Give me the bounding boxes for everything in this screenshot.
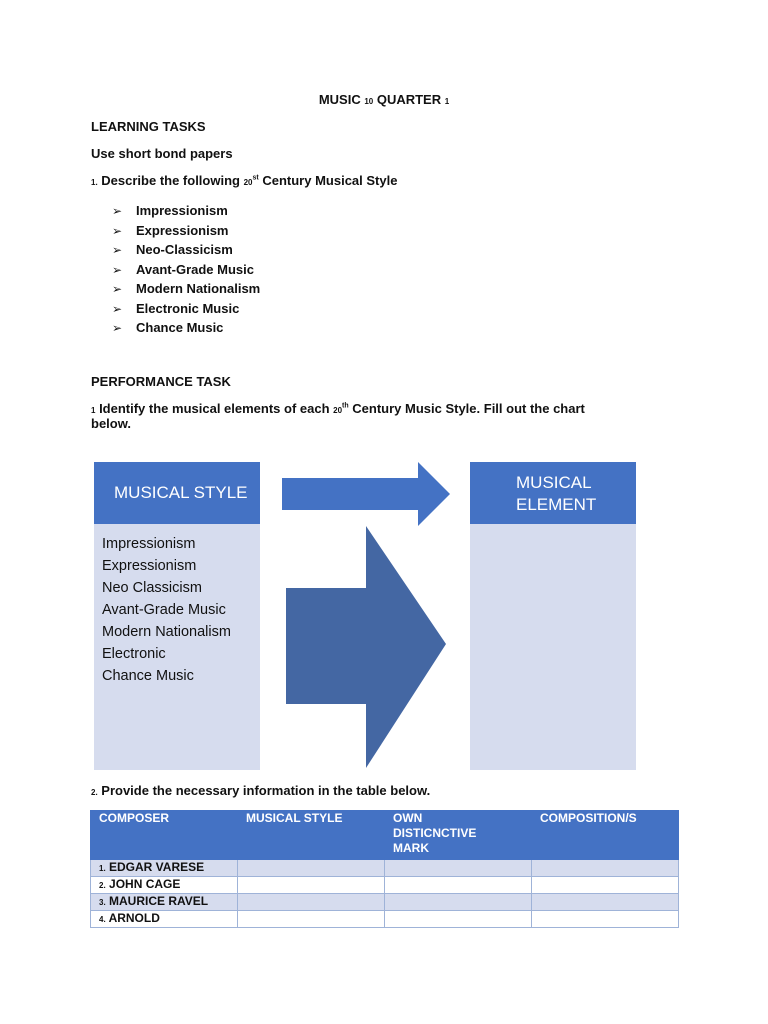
list-item-label: Expressionism: [136, 222, 229, 238]
list-item: [112, 318, 260, 338]
empty-cell[interactable]: [385, 877, 532, 894]
list-item-label: Neo-Classicism: [136, 242, 233, 257]
empty-cell[interactable]: [238, 860, 385, 877]
musical-element-body: [470, 524, 636, 770]
big-arrow-icon: [286, 526, 446, 768]
composer-cell: [91, 877, 238, 894]
title-quarter: QUARTER: [373, 92, 445, 107]
title-text: MUSIC: [318, 92, 365, 107]
list-item-label: Electronic Music: [136, 300, 240, 316]
composer-name: MAURICE RAVEL: [109, 894, 209, 908]
list-item: Chance Music: [102, 668, 194, 684]
task-text-line2: below.: [91, 416, 131, 431]
performance-task-heading: PERFORMANCE TASK: [91, 374, 231, 389]
table-header-row: [91, 811, 679, 860]
list-item-label: Modern Nationalism: [136, 281, 261, 296]
list-item: [112, 221, 260, 241]
task-number: 2.: [91, 788, 98, 797]
composer-cell: [91, 860, 238, 877]
empty-cell[interactable]: [238, 894, 385, 911]
list-item-label: Impressionism: [136, 203, 228, 218]
arrow-bullet-icon: ➢: [112, 282, 123, 296]
empty-cell[interactable]: [238, 877, 385, 894]
row-number: 1.: [99, 864, 106, 873]
empty-cell[interactable]: [385, 911, 532, 928]
task-text: Identify the musical elements of each: [95, 401, 334, 416]
task-number: 1.: [91, 178, 98, 187]
diagram-arrows: [280, 460, 452, 772]
task-number: 1: [91, 406, 96, 415]
small-arrow-icon: [282, 462, 450, 526]
empty-cell[interactable]: [532, 894, 679, 911]
table-row: [91, 877, 679, 894]
col-composer: COMPOSER: [91, 811, 238, 860]
col-own-mark: OWN DISTICNCTIVE MARK: [385, 811, 532, 860]
composer-cell: [91, 911, 238, 928]
list-item: [112, 240, 260, 260]
empty-cell[interactable]: [532, 860, 679, 877]
composer-cell: [91, 894, 238, 911]
list-item: Electronic: [102, 646, 166, 662]
row-number: 3.: [99, 898, 106, 907]
musical-element-header-text: [516, 472, 596, 516]
table-row: [91, 894, 679, 911]
list-item: Avant-Grade Music: [102, 602, 226, 618]
header-line-1: MUSICAL: [516, 473, 592, 492]
row-number: 4.: [99, 915, 106, 924]
arrow-bullet-icon: ➢: [112, 223, 123, 238]
arrow-bullet-icon: ➢: [112, 243, 123, 257]
list-item: [112, 260, 260, 280]
task-2-text: [91, 783, 430, 798]
empty-cell[interactable]: [238, 911, 385, 928]
musical-style-list: [112, 201, 260, 338]
learning-task-1: [91, 173, 397, 188]
arrow-bullet-icon: ➢: [112, 262, 123, 277]
list-item-label: Chance Music: [136, 320, 224, 335]
empty-cell[interactable]: [532, 911, 679, 928]
musical-style-header: [94, 462, 260, 524]
century-suffix: th: [342, 402, 349, 410]
page-title: [0, 92, 768, 107]
task-text: Describe the following: [97, 173, 244, 188]
arrow-bullet-icon: ➢: [112, 301, 123, 316]
empty-cell[interactable]: [532, 877, 679, 894]
century-number: 20: [243, 178, 253, 187]
list-item: Modern Nationalism: [102, 624, 231, 640]
title-quarter-number: 1: [444, 97, 450, 106]
arrow-bullet-icon: ➢: [112, 321, 123, 335]
arrow-bullet-icon: ➢: [112, 204, 123, 218]
musical-style-items: [102, 533, 231, 687]
composer-table: [90, 810, 679, 928]
composer-name: JOHN CAGE: [109, 877, 181, 891]
title-number: 10: [364, 97, 374, 106]
list-item: Neo Classicism: [102, 580, 202, 596]
task-text-end: Century Musical Style: [258, 173, 398, 188]
list-item: [112, 201, 260, 221]
task-text-end: Century Music Style. Fill out the chart: [348, 401, 585, 416]
composer-name: ARNOLD: [108, 911, 160, 925]
empty-cell[interactable]: [385, 894, 532, 911]
col-compositions: COMPOSITION/S: [532, 811, 679, 860]
list-item: [112, 279, 260, 299]
musical-element-header: [470, 462, 636, 524]
task-text: Provide the necessary information in the table below.: [97, 783, 431, 798]
learning-tasks-heading: LEARNING TASKS: [91, 119, 206, 134]
col-musical-style: MUSICAL STYLE: [238, 811, 385, 860]
century-number: 20: [333, 406, 343, 415]
instruction-text: Use short bond papers: [91, 146, 233, 161]
row-number: 2.: [99, 881, 106, 890]
musical-style-header-text: MUSICAL STYLE: [114, 483, 248, 502]
table-row: [91, 911, 679, 928]
composer-name: EDGAR VARESE: [109, 860, 205, 874]
list-item-label: Avant-Grade Music: [136, 261, 254, 277]
list-item: Expressionism: [102, 558, 197, 574]
empty-cell[interactable]: [385, 860, 532, 877]
list-item: [112, 299, 260, 319]
century-suffix: st: [252, 174, 259, 182]
list-item: Impressionism: [102, 536, 196, 552]
header-line-2: ELEMENT: [516, 495, 597, 514]
performance-task-1: [91, 401, 681, 431]
table-row: [91, 860, 679, 877]
